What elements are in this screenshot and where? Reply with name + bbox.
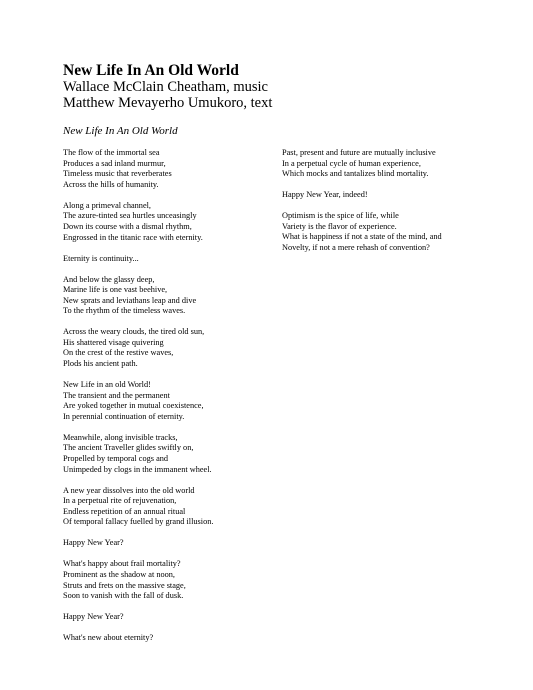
- stanza: [63, 486, 278, 528]
- author-credit: Matthew Mevayerho Umukoro, text: [63, 95, 273, 111]
- stanza: [63, 254, 278, 265]
- poem-line: Variety is the flavor of experience.: [282, 221, 397, 231]
- poem-line: Plods his ancient path.: [63, 359, 138, 369]
- poem-line: The flow of the immortal sea: [63, 148, 160, 157]
- poem-line: Eternity is continuity...: [63, 253, 139, 263]
- stanza: [63, 633, 278, 644]
- stanza: [63, 538, 278, 549]
- poem-line: To the rhythm of the timeless waves.: [63, 306, 186, 316]
- poem-line: Of temporal fallacy fuelled by grand illusion.: [63, 517, 214, 527]
- poem-line: Are yoked together in mutual coexistence,: [63, 401, 204, 411]
- poem-line: Happy New Year?: [63, 538, 124, 548]
- poem-line: Unimpeded by clogs in the immanent wheel.: [63, 464, 212, 474]
- poem-line: Prominent as the shadow at noon,: [63, 569, 175, 579]
- poem-line: Engrossed in the titanic race with eternity.: [63, 232, 203, 242]
- poem-line: A new year dissolves into the old world: [63, 485, 195, 495]
- poem-line: And below the glassy deep,: [63, 274, 155, 284]
- poem-line: New Life in an old World!: [63, 380, 151, 390]
- composer-credit: Wallace McClain Cheatham, music: [63, 79, 268, 95]
- poem-line: In a perpetual cycle of human experience,: [282, 158, 421, 168]
- poem-line: The ancient Traveller glides swiftly on,: [63, 443, 194, 453]
- stanza: [63, 559, 278, 601]
- stanza: [282, 190, 482, 201]
- document-title: New Life In An Old World: [63, 62, 239, 79]
- poem-line: The transient and the permanent: [63, 390, 170, 400]
- stanza: [63, 327, 278, 369]
- poem-line: Struts and frets on the massive stage,: [63, 580, 186, 590]
- poem-line: Down its course with a dismal rhythm,: [63, 221, 192, 231]
- document-header: [63, 62, 483, 111]
- stanza: [63, 380, 278, 422]
- poem-line: Produces a sad inland murmur,: [63, 158, 166, 168]
- poem-line: Which mocks and tantalizes blind mortality.: [282, 169, 429, 179]
- poem-line: Meanwhile, along invisible tracks,: [63, 432, 178, 442]
- poem-line: Along a primeval channel,: [63, 200, 152, 210]
- poem-line: Happy New Year, indeed!: [282, 190, 368, 200]
- stanza: [63, 201, 278, 243]
- poem-column-right: [282, 148, 482, 264]
- poem-line: New sprats and leviathans leap and dive: [63, 295, 197, 305]
- poem-line: Timeless music that reverberates: [63, 169, 172, 179]
- poem-line: Novelty, if not a mere rehash of convention?: [282, 242, 430, 252]
- poem-line: Happy New Year?: [63, 612, 124, 622]
- poem-line: Soon to vanish with the fall of dusk.: [63, 591, 184, 601]
- poem-line: Marine life is one vast beehive,: [63, 285, 168, 295]
- stanza: [282, 211, 482, 253]
- poem-line: Across the hills of humanity.: [63, 179, 159, 189]
- poem-line: In perennial continuation of eternity.: [63, 411, 185, 421]
- poem-line: The azure-tinted sea hurtles unceasingly: [63, 211, 197, 221]
- stanza: [63, 275, 278, 317]
- stanza: [63, 612, 278, 623]
- stanza: [282, 148, 482, 180]
- poem-line: Endless repetition of an annual ritual: [63, 506, 186, 516]
- stanza: [63, 148, 278, 190]
- poem-line: Past, present and future are mutually inclusive: [282, 148, 436, 157]
- poem-line: What's new about eternity?: [63, 633, 154, 643]
- poem-line: His shattered visage quivering: [63, 337, 164, 347]
- poem-line: Optimism is the spice of life, while: [282, 211, 399, 221]
- stanza: [63, 433, 278, 475]
- poem-column-left: [63, 148, 278, 654]
- poem-title: New Life In An Old World: [63, 125, 178, 137]
- poem-line: What is happiness if not a state of the mind, and: [282, 232, 442, 242]
- poem-line: Across the weary clouds, the tired old sun,: [63, 327, 205, 337]
- poem-line: On the crest of the restive waves,: [63, 348, 174, 358]
- poem-line: Propelled by temporal cogs and: [63, 454, 169, 463]
- poem-line: What's happy about frail mortality?: [63, 559, 181, 569]
- poem-line: In a perpetual rite of rejuvenation,: [63, 496, 177, 506]
